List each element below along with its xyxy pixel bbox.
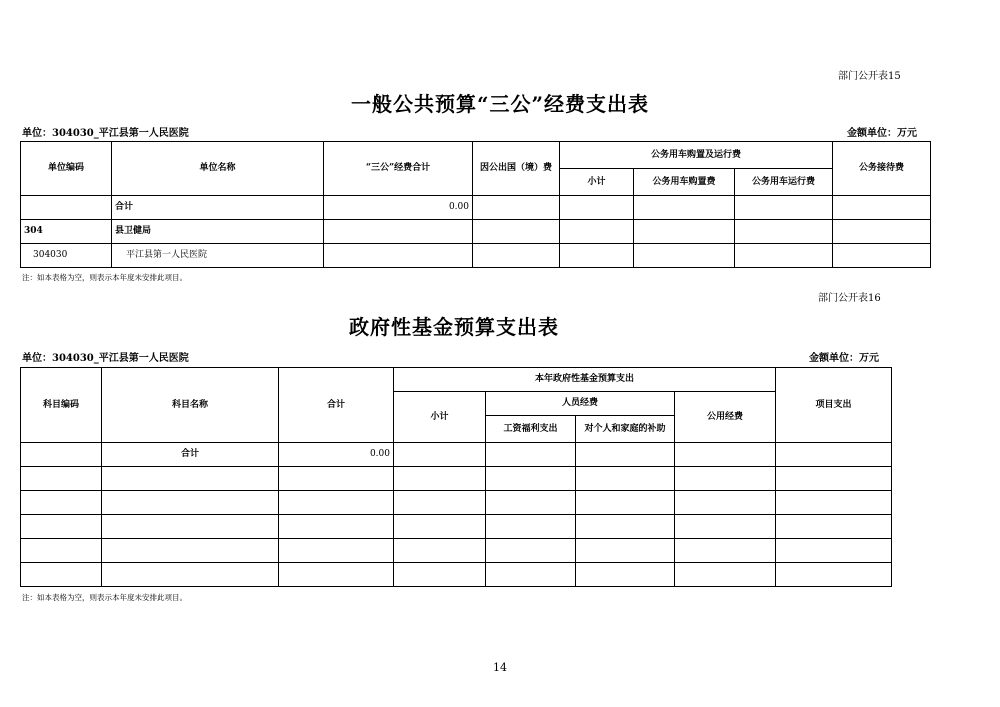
table2-title: 政府性基金预算支出表 [349, 315, 559, 339]
table2-currency-unit: 金额单位：万元 [809, 353, 879, 364]
table1-title: 一般公共预算“三公”经费支出表 [350, 92, 649, 116]
table-row [21, 244, 931, 268]
header-subsidy: 对个人和家庭的补助 [576, 416, 675, 443]
cell-name: 县卫健局 [112, 220, 324, 244]
table-row [21, 220, 931, 244]
table-row [21, 443, 892, 467]
cell-name: 平江县第一人民医院 [112, 244, 324, 268]
cell-code [21, 443, 102, 467]
cell-code: 304 [21, 220, 112, 244]
header-vehicle-purchase: 公务用车购置费 [634, 169, 735, 196]
header-personnel: 人员经费 [486, 392, 675, 416]
header-vehicle-operation: 公务用车运行费 [735, 169, 833, 196]
header-vehicle-group: 公务用车购置及运行费 [560, 142, 833, 169]
header-subtotal: 小计 [560, 169, 634, 196]
header-sangong-total: “三公”经费合计 [324, 142, 473, 196]
header-unit-code: 单位编码 [21, 142, 112, 196]
cell-name: 合计 [112, 196, 324, 220]
cell-total [324, 244, 473, 268]
table-row [21, 491, 892, 515]
cell-total: 0.00 [324, 196, 473, 220]
table2-grid [20, 367, 892, 587]
header-abroad-fee: 因公出国（境）费 [473, 142, 560, 196]
header-current-year: 本年政府性基金预算支出 [394, 368, 776, 392]
table-row [21, 539, 892, 563]
table1-code: 部门公开表15 [838, 71, 901, 82]
header-reception-fee: 公务接待费 [833, 142, 931, 196]
header-subject-code: 科目编码 [21, 368, 102, 443]
cell-total [324, 220, 473, 244]
table1-grid [20, 141, 931, 268]
header-project-expense: 项目支出 [776, 368, 892, 443]
table1-note: 注：如本表格为空，则表示本年度未安排此项目。 [22, 273, 187, 282]
cell-code: 304030 [21, 244, 112, 268]
table2-code: 部门公开表16 [818, 293, 881, 304]
cell-name: 合计 [102, 443, 279, 467]
table2-note: 注：如本表格为空，则表示本年度未安排此项目。 [22, 593, 187, 602]
table-row [21, 515, 892, 539]
header-total: 合计 [279, 368, 394, 443]
cell-code [21, 196, 112, 220]
header-subtotal: 小计 [394, 392, 486, 443]
table1-unit: 单位：304030_平江县第一人民医院 [22, 128, 189, 139]
table1-currency-unit: 金额单位：万元 [847, 128, 917, 139]
header-unit-name: 单位名称 [112, 142, 324, 196]
table-row [21, 467, 892, 491]
table-row [21, 563, 892, 587]
table-row [21, 196, 931, 220]
header-public-expense: 公用经费 [675, 392, 776, 443]
header-subject-name: 科目名称 [102, 368, 279, 443]
page-number: 14 [493, 661, 507, 674]
table2-unit: 单位：304030_平江县第一人民医院 [22, 353, 189, 364]
cell-total: 0.00 [279, 443, 394, 467]
header-wages: 工资福利支出 [486, 416, 576, 443]
